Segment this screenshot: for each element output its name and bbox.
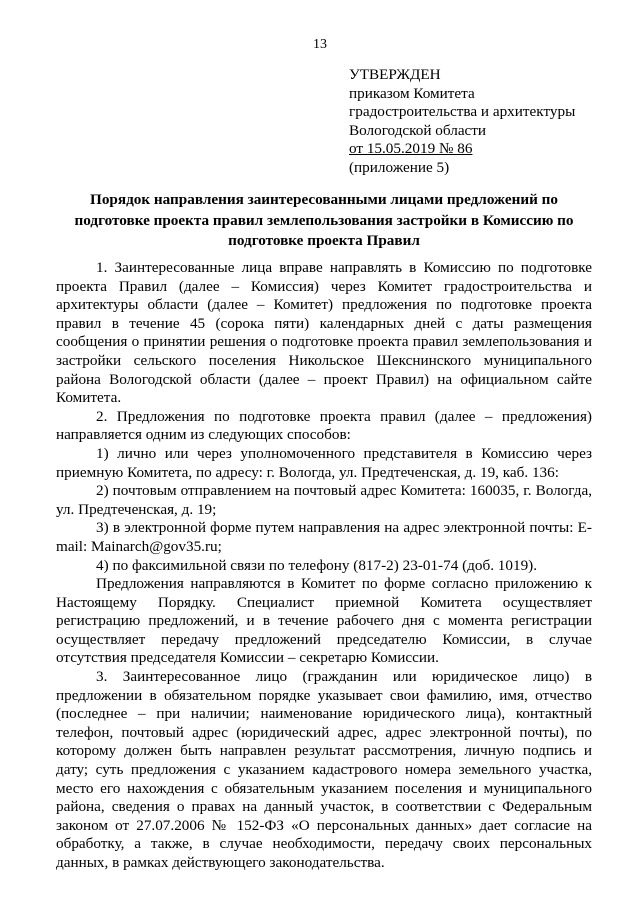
approval-appendix: (приложение 5) xyxy=(349,158,450,176)
approval-block xyxy=(349,66,629,178)
paragraph-1: 1. Заинтересованные лица вправе направлять в Комиссию по подготовке проекта Правил (далее – Комиссия) через Комитет градостроительства и архитектуры области (далее – Комитет) предложения по подготовке проекта правил в течение 45 (сорока пяти) календарных дней с даты размещения сообщения о принятии решения о подготовке проекта правил землепользования и застройки сельского поселения Никольское Шекснинского муниципального района Вологодской области (далее – проект Правил) на официальном сайте Комитета. xyxy=(56,259,592,407)
method-2: 2) почтовым отправлением на почтовый адрес Комитета: 160035, г. Вологда, ул. Предтеченская, д. 19; xyxy=(56,482,592,518)
paragraph-3: 3. Заинтересованное лицо (гражданин или юридическое лицо) в предложении в обязательном порядке указывает свои фамилию, имя, отчество (последнее – при наличии; наименование юридического лица), контактный телефон, почтовый адрес (юридический адрес, адрес электронной почты), по которому должен быть направлен результат рассмотрения, личную подпись и дату; суть предложения с указанием кадастрового номера земельного участка, место его нахождения с обязательным указанием поселения и муниципального района, сведения о правах на данный участок, в соответствии с Федеральным законом от 27.07.2006 № 152-ФЗ «О персональных данных» дает согласие на обработку, а также, в случае необходимости, передачу своих персональных данных, в рамках действующего законодательства. xyxy=(56,668,592,871)
document-body xyxy=(56,259,592,873)
document-title: Порядок направления заинтересованными лицами предложений по подготовке проекта правил землепользования застройки в Комиссию по подготовке проекта Правил xyxy=(74,191,574,249)
page-number: 13 xyxy=(313,37,327,52)
paragraph-registration: Предложения направляются в Комитет по форме согласно приложению к Настоящему Порядку. Специалист приемной Комитета осуществляет регистрацию предложений, и в течение рабочего дня с момента регистрации осуществляет передачу предложений председателю Комиссии, в случае отсутствия председателя Комиссии – секретарю Комиссии. xyxy=(56,575,592,667)
approval-title: УТВЕРЖДЕН xyxy=(349,66,441,83)
approval-order: приказом Комитета xyxy=(349,84,475,102)
method-1: 1) лично или через уполномоченного представителя в Комиссию через приемную Комитета, по адресу: г. Вологда, ул. Предтеченская, д. 19, каб. 136: xyxy=(56,444,592,481)
approval-committee: градостроительства и архитектуры xyxy=(349,103,576,121)
method-3: 3) в электронной форме путем направления на адрес электронной почты: E-mail: Mainarch@gov35.ru; xyxy=(56,519,592,555)
approval-region: Вологодской области xyxy=(349,121,487,139)
method-4: 4) по факсимильной связи по телефону (817-2) 23-01-74 (доб. 1019). xyxy=(96,556,538,574)
paragraph-2: 2. Предложения по подготовке проекта правил (далее – предложения) направляется одним из следующих способов: xyxy=(56,407,592,444)
approval-date-number: от 15.05.2019 № 86 xyxy=(349,140,473,158)
